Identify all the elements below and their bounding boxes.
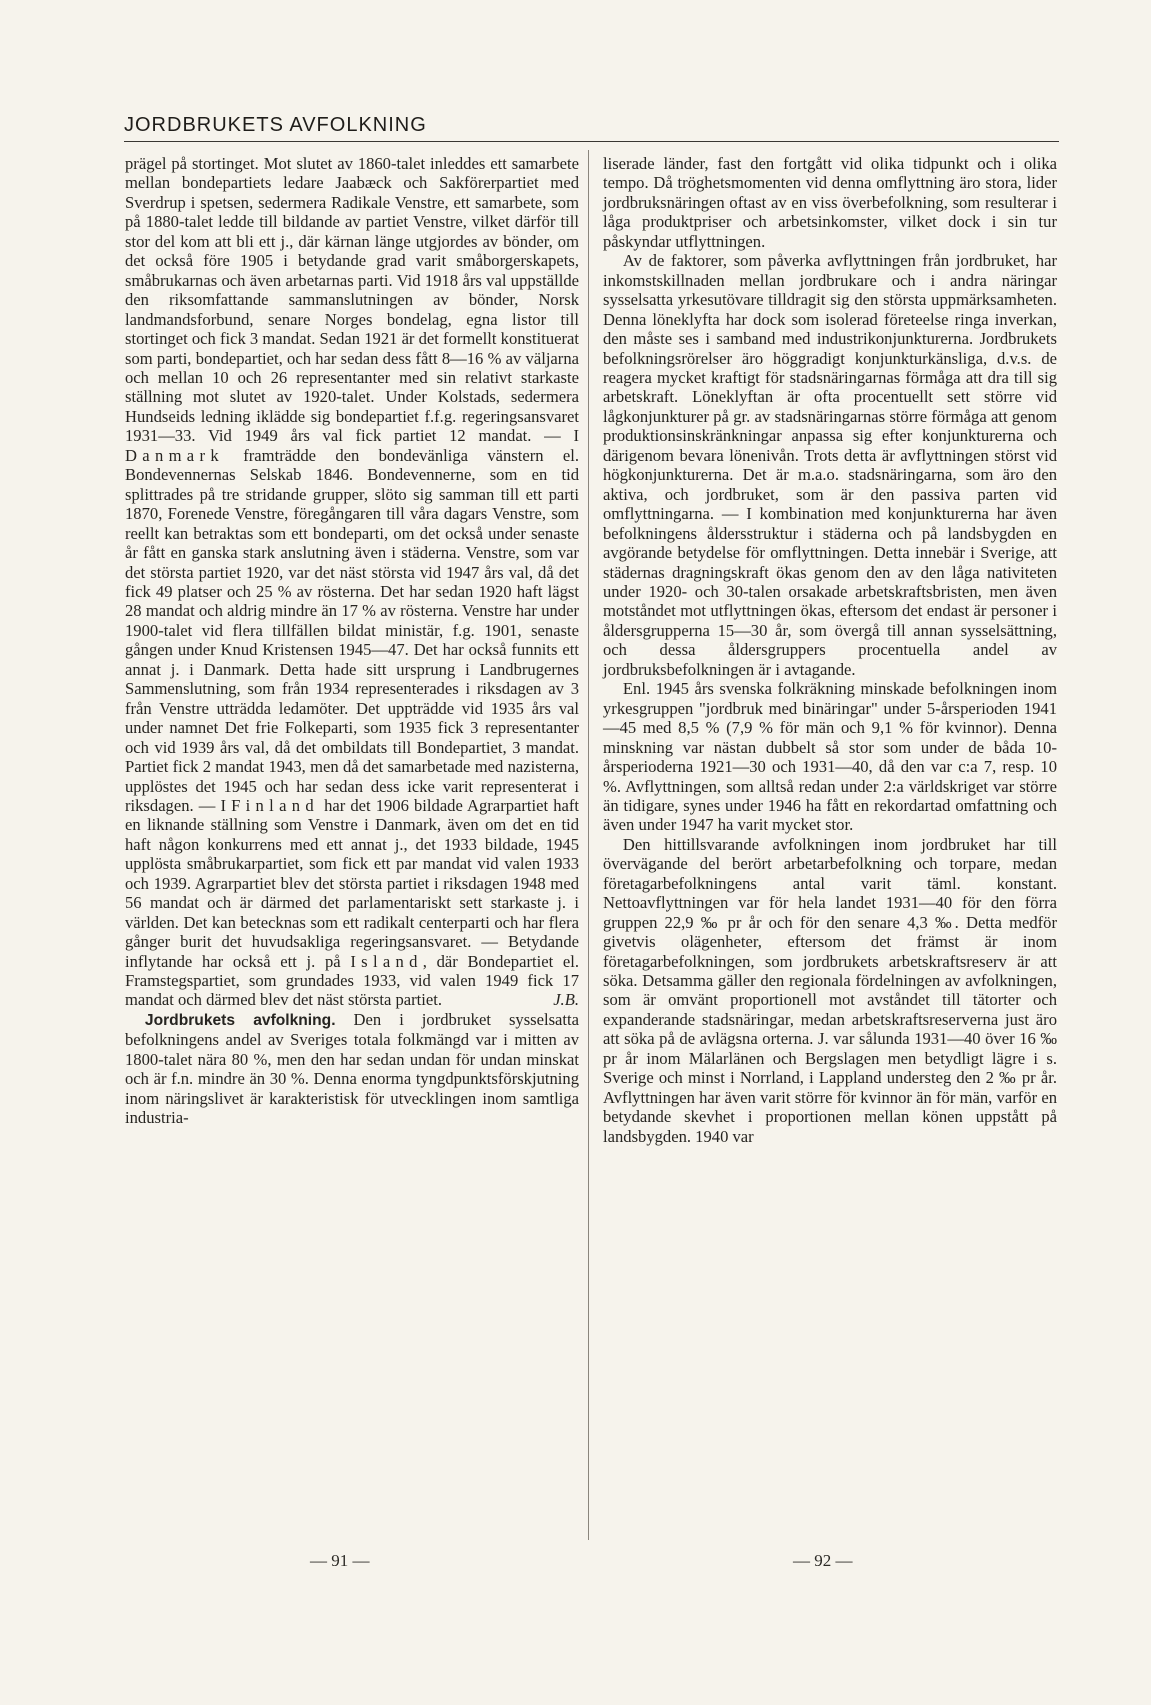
right-column-paragraph: Enl. 1945 års svenska folkräkning minskade befolkningen inom yrkesgruppen "jordbruk med binäringar" under 5-årsperioden 1941—45 med 8,5 % (7,9 % för män och 9,1 % för kvinnor). Denna minskning var nästan dubbelt så stor som under de båda 10-årsperioderna 1921—30 och 1931—40, då den var c:a 7, resp. 10 %. Avflyttningen, som alltså redan under 2:a världskriget var större än tidigare, synes under 1946 ha fått en rekordartad omfattning och även under 1947 ha varit mycket stor. (603, 679, 1057, 835)
entry-paragraph (125, 1010, 579, 1128)
header-rule (124, 141, 1059, 142)
text-run: har det 1906 bildade Agrarpartiet haft en liknande ställning som Venstre i Danmark, även om det en tid haft någon konkurrens med ett annat j., det 1933 bildade, 1945 upplösta småbrukarpartiet, som fick ett par mandat vid valen 1933 och 1939. Agrarpartiet blev det största partiet i riksdagen 1948 med 56 mandat och är därmed det parlamentariskt sett starkaste j. i världen. Det kan betecknas som ett radikalt centerparti och har flera gånger burit det huvudsakliga regeringsansvaret. — Betydande inflytande har också ett j. på (125, 795, 579, 971)
page-number-right: — 92 — (793, 1551, 853, 1570)
running-head-title: JORDBRUKETS AVFOLKNING (124, 114, 427, 136)
spaced-country-name: Danmark (125, 445, 224, 465)
right-column (603, 154, 1057, 1146)
entry-headword: Jordbrukets avfolkning. (144, 1011, 336, 1029)
author-signature: J.B. (553, 990, 579, 1010)
right-column-paragraph: liserade länder, fast den fortgått vid olika tidpunkt och i olika tempo. Då tröghetsmomenten vid denna omflyttning äro stora, lider jordbruksnäringen oftast av en viss överbefolkning, som resulterar i låga produktpriser och arbetsinkomster, vilket dock i sin tur påskyndar utflyttningen. (603, 154, 1057, 251)
left-column-paragraph (125, 154, 579, 1010)
column-divider (588, 150, 589, 1540)
text-run: prägel på stortinget. Mot slutet av 1860-talet inleddes ett samarbete mellan bondepartiets ledare Jaabæck och Sakförerpartiet med Sverdrup i spetsen, sedermera Radikale Venstre, ett samarbete, som på 1880-talet ledde till bildande av partiet Venstre, vilket därför till stor del kom att bli ett j., där kärnan länge utgjordes av bönder, om det också före 1905 i betydande grad varit småborgerskapets, småbrukarnas och även arbetarnas parti. Vid 1918 års val uppställde den riksomfattande sammanslutningen av bönder, Norsk landmandsforbund, senare Norges bondelag, egna listor till stortinget och fick 3 mandat. Sedan 1921 är det formellt konstituerat som parti, bondepartiet, och har sedan dess fått 8—16 % av väljarna och mellan 10 och 26 representanter med sin relativt starkaste ställning mot slutet av 1920-talet. Under Kolstads, sedermera Hundseids ledning iklädde sig bondepartiet f.f.g. regeringsansvaret 1931—33. Vid 1949 års val fick partiet 12 mandat. — I (125, 154, 579, 446)
page-number-left: — 91 — (310, 1551, 370, 1570)
right-column-paragraph: Den hittillsvarande avfolkningen inom jordbruket har till övervägande del berört arbetarbefolkning och torpare, medan företagarbefolkningens antal varit täml. konstant. Nettoavflyttningen var för hela landet 1931—40 för den förra gruppen 22,9 ‰ pr år och för den senare 4,3 ‰. Detta medför givetvis olägenheter, eftersom det främst är inom företagarbefolkningen, som jordbrukets arbetskraftsreserv är att söka. Detsamma gäller den regionala fördelningen av avfolkningen, som är omvänt proportionell mot avståndet till tätorter och expanderande stadsnäringar, medan arbetskraftsreserverna just äro att söka på de avlägsna orterna. J. var sålunda 1931—40 över 16 ‰ pr år inom Mälarlänen och Bergslagen men betydligt lägre i s. Sverige och minst i Norrland, i Lappland understeg den 2 ‰ pr år. Avflyttningen har även varit större för kvinnor än för män, varför en betydande skevhet i proportionen mellan könen uppstått på landsbygden. 1940 var (603, 834, 1057, 1146)
text-run: framträdde den bondevänliga vänstern el. Bondevennernas Selskab 1846. Bondevennerne, som en tid splittrades på tre stridande grupper, slöto sig samman till ett parti 1870, Forenede Venstre, föregångaren till våra dagars Venstre, som reellt kan betraktas som ett bondeparti, om det också under senaste år fått en ganska stark anslutning även i städerna. Venstre, som var det största partiet 1920, var det näst största vid 1947 års val, då det fick 49 platser och 25 % av rösterna. Det har sedan 1920 haft lägst 28 mandat och aldrig mindre än 17 % av rösterna. Venstre har under 1900-talet vid flera tillfällen bildat ministär, f.g. 1901, senaste gången under Knud Kristensen 1945—47. Det har också funnits ett annat j. i Danmark. Detta hade sitt ursprung i Landbrugernes Sammenslutning, som från 1934 representerades i riksdagen av 3 från Venstre utträdda ledamöter. Det uppträdde vid 1935 års val under namnet Det frie Folkeparti, som 1935 fick 3 representanter och vid 1939 års val, då det ombildats till Bondepartiet, 3 mandat. Partiet fick 2 mandat 1943, men då det samarbetade med nazisterna, upplöstes det 1945 och har sedan dess icke varit representerat i riksdagen. — I (125, 445, 579, 815)
right-column-paragraph: Av de faktorer, som påverka avflyttningen från jordbruket, har inkomstskillnaden mellan jordbrukare och i andra näringar sysselsatta yrkesutövare tilldragit sig den största uppmärksamheten. Denna löneklyfta har dock som isolerad företeelse ringa inverkan, den måste ses i samband med industrikonjunkturerna. Jordbrukets befolkningsrörelser äro höggradigt konjunkturkänsliga, d.v.s. de reagera mycket kraftigt för stadsnäringarnas förmåga att dra till sig arbetskraft. Löneklyftan är ofta procentuellt sett större vid lågkonjunkturer på gr. av stadsnäringarnas större förmåga att genom produktionsinskränkningar anpassa sig efter konjunkturerna och därigenom bevara lönenivån. Trots detta är avflyttningen störst vid högkonjunkturerna. Det är m.a.o. stadsnäringarna, som äro den aktiva, och jordbruket, som är den passiva parten vid omflyttningarna. — I kombination med konjunkturerna har även befolkningens åldersstruktur i städerna och på landsbygden en avgörande betydelse för omflyttningen. Detta innebär i Sverige, att städernas dragningskraft ökas genom den av den låga nativiteten under 1920- och 30-talen orsakade arbetskraftsbristen, men även motståndet mot utflyttningen ökas, eftersom det endast är personer i åldersgrupperna 15—30 år, som övergå till annan sysselsättning, och dessa åldersgruppers procentuella andel av jordbruksbefolkningen är i avtagande. (603, 251, 1057, 679)
spaced-country-name: Island (350, 951, 423, 971)
spaced-country-name: Finland (231, 795, 319, 815)
left-column (125, 154, 579, 1128)
text-run: , där Bondepartiet el. Framstegspartiet, som grundades 1933, vid valen 1949 fick 17 mandat och därmed blev det näst största partiet. (125, 951, 579, 1010)
entry-text: Den i jordbruket sysselsatta befolkningens andel av Sveriges totala folkmängd var i mitten av 1800-talet nära 80 %, men den har sedan undan för undan minskat och är f.n. mindre än 30 %. Denna enorma tyngdpunktsförskjutning inom näringslivet är karakteristisk för utvecklingen inom samtliga industria- (125, 1009, 579, 1128)
